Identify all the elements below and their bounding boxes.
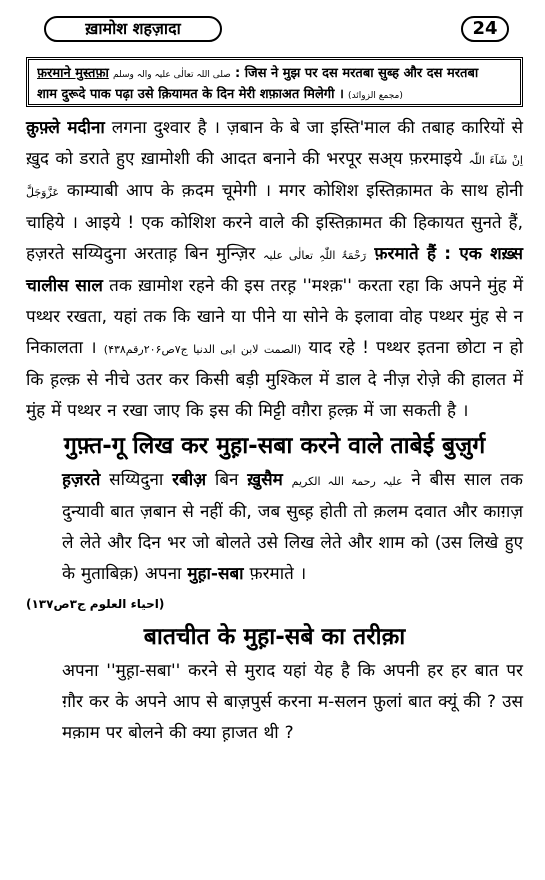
p1-text-c: फ़रमाते हैं : एक शख़्स (366, 244, 523, 264)
page-header (20, 14, 525, 48)
p1-arabic-insha: اِنْ شَآءَ اللّٰہ عَزَّوَجَلَّ (26, 154, 523, 199)
heading-2: बातचीत के मुह़ा-सबे का तरीक़ा (143, 624, 406, 650)
phrase-chalis-saal: चालीस साल (26, 276, 103, 296)
heading-1: गुफ़्त-गू लिख कर मुह़ा-सबा करने वाले ताबेई बुज़ुर्ग (63, 433, 486, 459)
hadith-text-line1: : जिस ने मुझ पर दस मरतबा सुब्ह और दस मरतबा (234, 66, 479, 81)
hadith-line-2 (37, 85, 512, 106)
paragraph-1 (26, 113, 523, 427)
p2-text-d: फ़रमाते । (243, 564, 307, 584)
page-number: 24 (461, 16, 509, 42)
phrase-qufle-madina: क़ुफ़्ले मदीना (26, 118, 105, 138)
paragraph-3: अपना ''मुह़ा-सबा'' करने से मुराद यहां येह है कि अपनी हर हर बात पर ग़ौर कर के अपने आप से बाज़पुर्स करना म-सलन फ़ुलां बात क्यूं की ? उस मक़ाम पर बोलने की क्या ह़ाजत थी ? (62, 661, 523, 743)
hadith-text-line2: शाम दुरूदे पाक पढ़ा उसे क़ियामत के दिन मेरी शफ़ाअत मिलेगी । (37, 87, 344, 102)
p1-text-d: तक ख़ामोश रहने की इस तरह़ ''मश्क़'' करता रहा कि अपने मुंह में पथ्थर रखता, यहां तक कि खाने या पीने या सोने के इलावा वोह पथ्थर मुंह से न निकालता । (26, 276, 523, 358)
p1-text-e: याद रहे ! पथ्थर इतना छोटा न हो कि ह़ल्क़ से नीचे उतर कर किसी बड़ी मुश्किल में डाल दे नीज़ रोज़े की हालत में मुंह में पथ्थर न रखा जाए कि इस की मिट्टी वग़ैरा ह़ल्क़ में जा सकती है । (26, 338, 524, 421)
p2-name-a: ह़ज़रते (62, 470, 101, 490)
page-content (26, 113, 523, 749)
p1-text-a: लगना दुश्वार है । ज़बान के बे जा इस्ति'माल की तबाह कारियों से ख़ुद को डराते हुए ख़ामोशी की आदत बनाने की भरपूर सअ्य फ़रमाइये (26, 118, 523, 169)
p2-name-c: ख़ुसैम (247, 470, 283, 490)
p2-text-c: ने बीस साल तक दुन्यावी बात ज़बान से नहीं की, जब सुब्ह़ होती तो क़लम दवात और काग़ज़ ले लेते और दिन भर जो बोलते उसे लिख लेते और शाम को (उस लिखे हुए के मुताबिक़) अपना (62, 470, 523, 584)
hadith-reference: (مجمع الزوائد) (348, 91, 403, 101)
p2-name-b: रबीअ़ (172, 470, 207, 490)
p2-text-b: बिन (206, 470, 248, 490)
hadith-line-1 (37, 64, 512, 85)
hadith-label: फ़रमाने मुस्तफ़ा (37, 66, 109, 81)
reference-2: (احیاء العلوم ج۳ص۱۳۷) (26, 597, 165, 611)
hadith-box (26, 57, 523, 107)
book-title: ख़ामोश शहज़ादा (44, 16, 222, 42)
p1-arabic-rahmat: رَحْمَۃُ اللّٰہِ تعالٰی علیہ (263, 249, 367, 262)
p1-text-b: काम्याबी आप के क़दम चूमेगी । मगर कोशिश इस्तिक़ामत के साथ होनी चाहिये । आइये ! एक कोशिश करने वाले की इस्तिक़ामत की हिकायत सुनते हैं, हज़रते सय्यिदुना अरताह़ बिन मुन्ज़िर (26, 181, 523, 264)
salawat-text: صلی اللہ تعالٰی علیہ والہ وسلم (113, 70, 231, 80)
paragraph-2 (26, 465, 523, 590)
p2-phrase-muhasaba: मुह़ा-सबा (187, 564, 244, 584)
p1-arabic-reference: (الصمت لابن ابی الدنیا ج۷ص۲۰۶رقم۴۳۸) (103, 343, 302, 356)
p2-text-a: सय्यिदुना (100, 470, 173, 490)
p2-arabic-rahmat: علیہ رحمۃ اللہ الکریم (291, 475, 403, 488)
